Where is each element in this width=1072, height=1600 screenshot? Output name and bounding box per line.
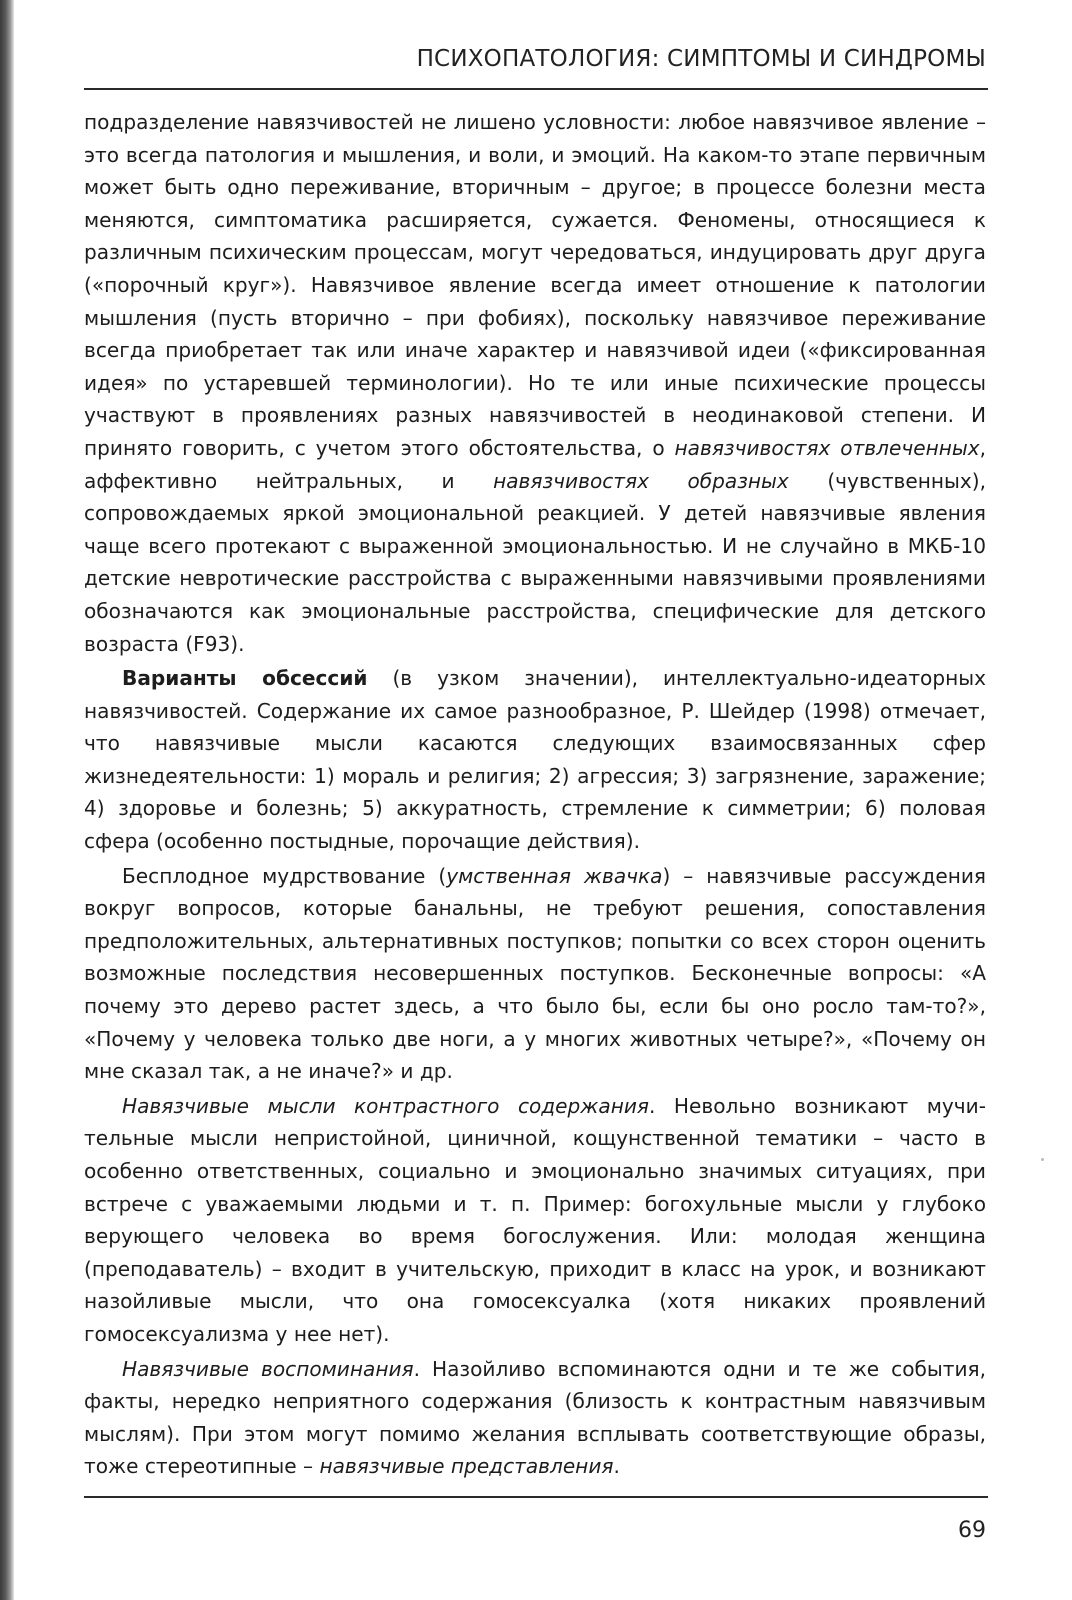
- text-run: ) – навязчивые рассуждения вокруг вопросов, которые банальны, не требуют решения, сопоставления предположительных, альтернативных поступков; попытки со всех сторон оценить возможные последствия несовершенных поступков. Бесконечные вопросы: «А почему это дерево растет здесь, а что было бы, если бы оно росло там-то?», «Почему у человека только две ноги, а у многих животных четыре?», «Почему он мне сказал так, а не иначе?» и др.: [84, 863, 987, 1084]
- paragraph-5: [84, 1353, 986, 1483]
- page-number: 69: [958, 1518, 986, 1543]
- text-run: , аффективно нейтральных, и: [84, 435, 986, 493]
- text-run: .: [613, 1454, 620, 1479]
- body-text: [84, 106, 986, 1483]
- binding-shadow: [0, 0, 14, 1600]
- paragraph-2: [84, 662, 986, 858]
- text-run: подразделение навязчивостей не лишено условности: любое навязчивое явление – это всегда патология и мышления, и воли, и эмоций. На каком-то этапе первичным может быть одно переживание, вторичным – другое; в процессе болезни места меняются, симптоматика расширяется, сужается. Феномены, относящиеся к различным психическим процессам, могут чередоваться, индуцировать друг друга («порочный круг»). Навязчивое явление всегда имеет отношение к патологии мышления (пусть вторично – при фобиях), поскольку навязчивое переживание всегда приобретает так или иначе характер и навязчивой идеи («фиксированная идея» по устаревшей терминологии). Но те или иные психические процессы участвуют в проявлениях разных навязчивостей в неодинаковой степени. И принято говорить, с учетом этого обстоятельства, о: [84, 110, 986, 460]
- text-run: (чувственных), сопровождаемых яркой эмоциональной реакцией. У детей навязчивые явления чаще всего протекают с выраженной эмоциональностью. И не случайно в МКБ-10 детские невротические расстройства с выраженными навязчивыми проявлениями обозначаются как эмоциональные расстройства, специфические для детского возраста (F93).: [84, 468, 986, 656]
- italic-term: навязчивые представления: [319, 1454, 614, 1479]
- text-run: . Назойливо вспоминаются одни и те же события, факты, нередко неприятного содержания (близость к контрастным навязчивым мыслям). При этом могут помимо желания всплывать соответствующие образы, тоже стереотипные –: [84, 1356, 986, 1479]
- italic-term: навязчивостях образных: [493, 468, 789, 493]
- text-run: Бесплодное мудрствование (: [122, 863, 447, 888]
- paragraph-1: [84, 106, 986, 660]
- italic-term: навязчивостях отвлеченных: [674, 435, 980, 460]
- running-head: ПСИХОПАТОЛОГИЯ: СИМПТОМЫ И СИНДРОМЫ: [416, 46, 986, 72]
- text-run: (в узком значении), интеллектуально-идеаторных навязчивостей. Содержание их самое разнообразное, Р. Шейдер (1998) отмечает, что навязчивые мысли касаются следующих взаимосвязанных сфер жизнедеятельности: 1) мораль и религия; 2) агрессия; 3) загрязнение, заражение; 4) здоровье и болезнь; 5) аккуратность, стремление к симметрии; 6) половая сфера (особенно постыдные, порочащие действия).: [84, 666, 987, 854]
- italic-term: Навязчивые мысли контрастного содержания: [122, 1093, 649, 1118]
- paragraph-3: [84, 860, 986, 1088]
- header-rule: [84, 88, 988, 90]
- scan-speck: [1041, 1158, 1044, 1161]
- italic-term: умственная жвачка: [446, 863, 663, 888]
- bold-term: Варианты обсессий: [122, 666, 368, 691]
- footer-rule: [84, 1496, 988, 1498]
- italic-term: Навязчивые воспоминания: [122, 1356, 414, 1381]
- paragraph-4: [84, 1090, 986, 1351]
- text-run: . Невольно возникают мучительные мысли непристойной, циничной, кощунственной тематики – часто в особенно ответственных, социально и эмоционально значимых ситуациях, при встрече с уважаемыми людьми и т. п. Пример: богохульные мысли у глубоко верующего человека во время богослужения. Или: молодая женщина (преподаватель) – входит в учительскую, приходит в класс на урок, и возникают назойливые мысли, что она гомосексуалка (хотя никаких проявлений гомосексуализма у нее нет).: [84, 1093, 986, 1346]
